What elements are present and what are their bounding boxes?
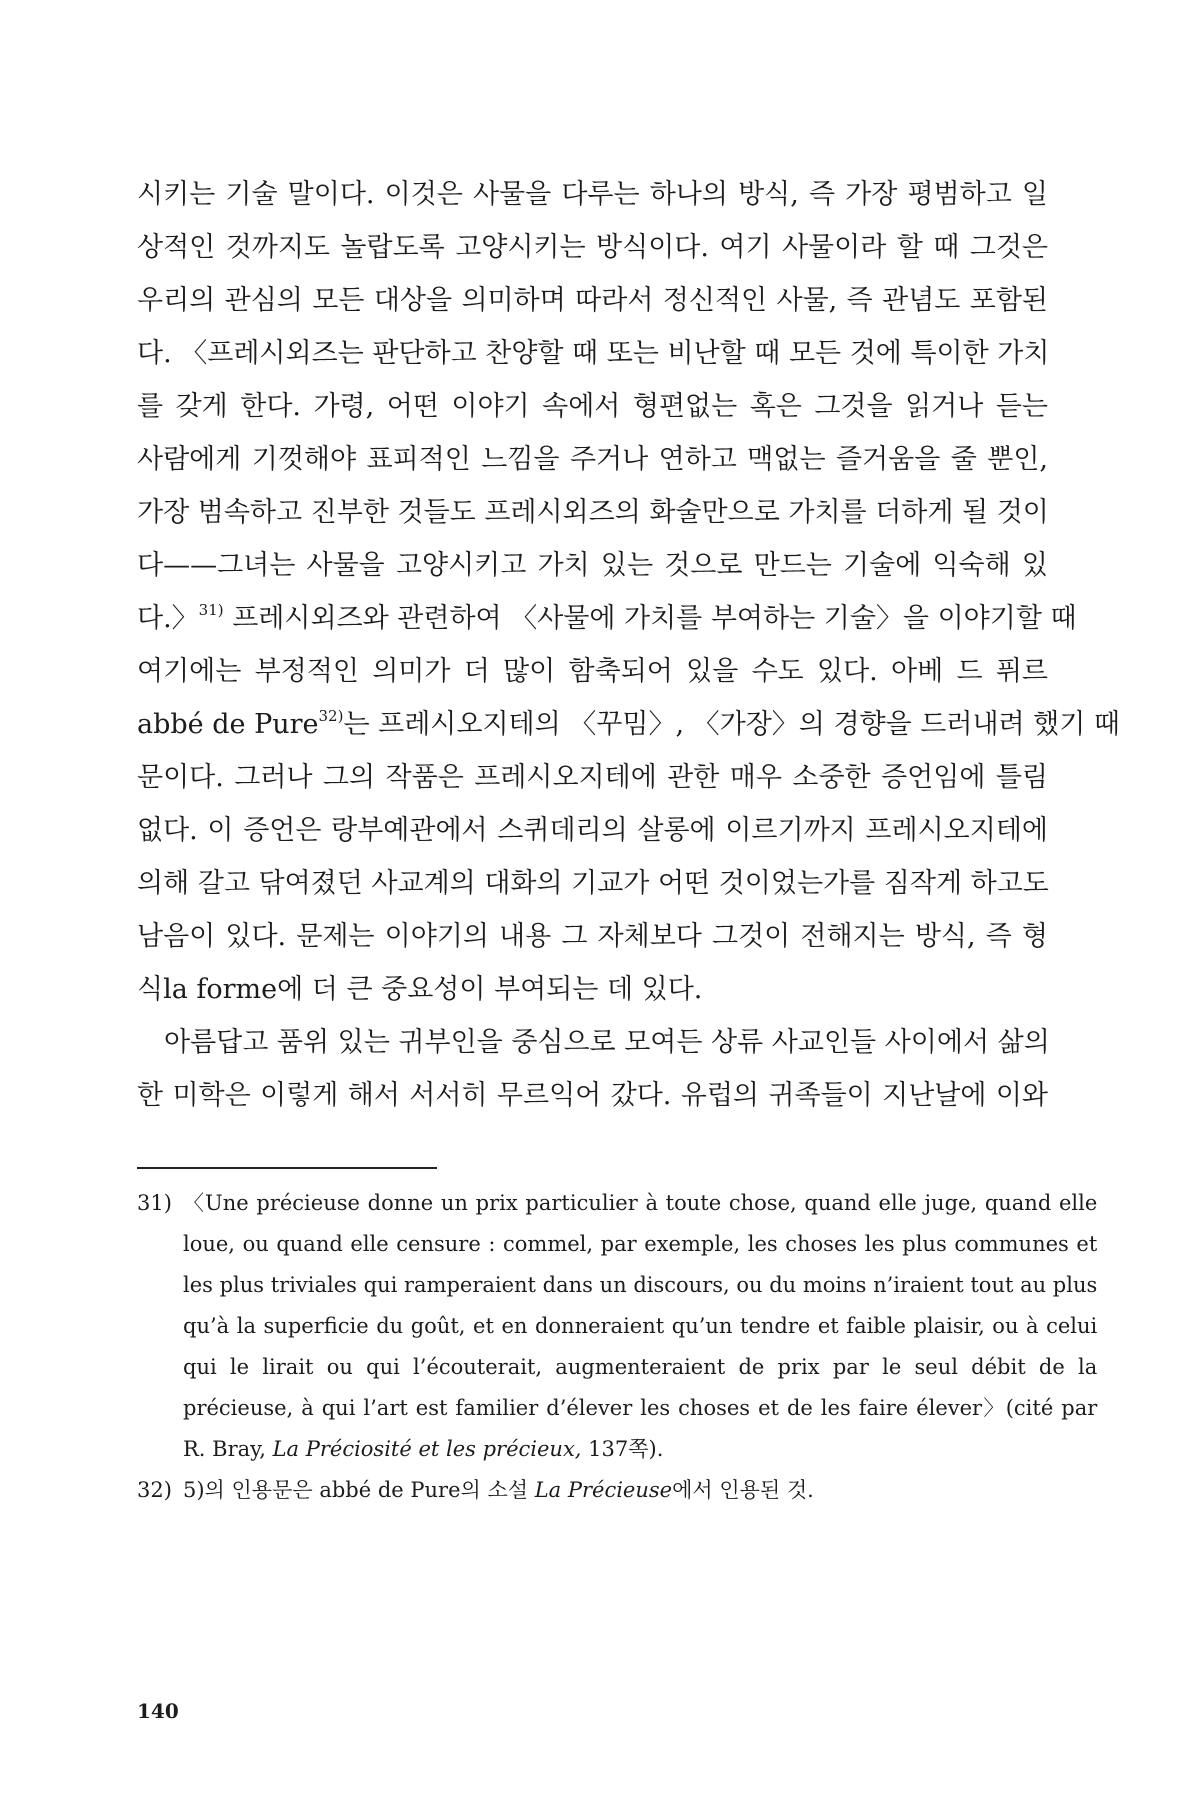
body-line: 한 미학은 이렇게 해서 서서히 무르익어 갔다. 유럽의 귀족들이 지난날에 이와 <box>137 1080 1048 1111</box>
footnote-text: 5)의 인용문은 abbé de Pure의 소설 <box>183 1478 535 1502</box>
body-text-fragment: 는 프레시오지테의 〈꾸밈〉, 〈가장〉의 경향을 드러내려 했기 때 <box>343 709 1121 740</box>
novel-title: La Précieuse <box>534 1478 673 1502</box>
footnote-line <box>183 1470 1048 1511</box>
footnote-line: les plus triviales qui ramperaient dans un discours, ou du moins n’iraient tout au plus <box>183 1273 1098 1297</box>
body-line: 를 갖게 한다. 가령, 어떤 이야기 속에서 형편없는 혹은 그것을 읽거나 듣는 <box>137 391 1048 422</box>
page-number: 140 <box>137 1699 179 1723</box>
body-text-fragment: 프레시외즈와 관련하여 〈사물에 가치를 부여하는 기술〉을 이야기할 때 <box>223 603 1077 634</box>
body-line: 가장 범속하고 진부한 것들도 프레시외즈의 화술만으로 가치를 더하게 될 것이 <box>137 497 1049 528</box>
body-line: 의해 갈고 닦여졌던 사교계의 대화의 기교가 어떤 것이었는가를 짐작게 하고도 <box>137 868 1049 899</box>
footnote-divider <box>137 1167 437 1169</box>
citation-page: 137쪽). <box>581 1437 664 1461</box>
footnote-ref-31[interactable]: 31) <box>198 601 224 619</box>
footnote-line: qu’à la superficie du goût, et en donneraient qu’un tendre et faible plaisir, ou à celui <box>183 1314 1098 1338</box>
footnote-text: 에서 인용된 것. <box>672 1478 814 1502</box>
footnote-body <box>183 1183 1097 1470</box>
body-text <box>137 168 1121 1122</box>
footnotes <box>137 1183 1098 1511</box>
footnote-line: qui le lirait ou qui l’écouterait, augmenteraient de prix par le seul débit de la <box>183 1355 1098 1379</box>
body-line: 우리의 관심의 모든 대상을 의미하며 따라서 정신적인 사물, 즉 관념도 포함된 <box>137 285 1048 316</box>
body-text-fragment: 다.〉 <box>137 603 199 634</box>
footnote-line: précieuse, à qui l’art est familier d’élever les choses et de les faire élever〉(cité par <box>183 1396 1098 1420</box>
footnote-body <box>183 1470 1048 1511</box>
footnote-31 <box>137 1183 1098 1470</box>
body-line: 여기에는 부정적인 의미가 더 많이 함축되어 있을 수도 있다. 아베 드 퓌르 <box>137 656 1048 687</box>
citation-title: La Préciosité et les précieux, <box>272 1437 582 1461</box>
body-line: 상적인 것까지도 놀랍도록 고양시키는 방식이다. 여기 사물이라 할 때 그것은 <box>137 232 1048 263</box>
body-text-fragment: abbé de Pure <box>137 709 319 740</box>
footnote-ref-32[interactable]: 32) <box>318 707 344 725</box>
body-line <box>137 698 1121 751</box>
paragraph-first-line: 아름답고 품위 있는 귀부인을 중심으로 모여든 상류 사교인들 사이에서 삶의 <box>164 1027 1050 1058</box>
body-line: 시키는 기술 말이다. 이것은 사물을 다루는 하나의 방식, 즉 가장 평범하고 일 <box>137 179 1048 210</box>
footnote-32 <box>137 1470 1048 1511</box>
footnote-line: loue, ou quand elle censure : commel, par exemple, les choses les plus communes et <box>183 1232 1098 1256</box>
body-line <box>137 592 1077 645</box>
body-line: 다——그녀는 사물을 고양시키고 가치 있는 것으로 만드는 기술에 익숙해 있 <box>137 550 1048 581</box>
citation-author: R. Bray, <box>183 1437 273 1461</box>
body-line: 남음이 있다. 문제는 이야기의 내용 그 자체보다 그것이 전해지는 방식, 즉 형 <box>137 921 1048 952</box>
body-line: 다. 〈프레시외즈는 판단하고 찬양할 때 또는 비난할 때 모든 것에 특이한 가치 <box>137 338 1050 369</box>
body-line: 사람에게 기껏해야 표피적인 느낌을 주거나 연하고 맥없는 즐거움을 줄 뿐인, <box>137 444 1048 475</box>
body-line: 식la forme에 더 큰 중요성이 부여되는 데 있다. <box>137 974 703 1005</box>
footnote-line <box>183 1429 1097 1470</box>
footnote-line: 〈Une précieuse donne un prix particulier à toute chose, quand elle juge, quand elle <box>183 1191 1098 1215</box>
body-line: 없다. 이 증언은 랑부예관에서 스퀴데리의 살롱에 이르기까지 프레시오지테에 <box>137 815 1048 846</box>
body-line: 문이다. 그러나 그의 작품은 프레시오지테에 관한 매우 소중한 증언임에 틀림 <box>137 762 1048 793</box>
footnote-number: 32) <box>137 1478 172 1502</box>
footnote-number: 31) <box>137 1191 172 1215</box>
